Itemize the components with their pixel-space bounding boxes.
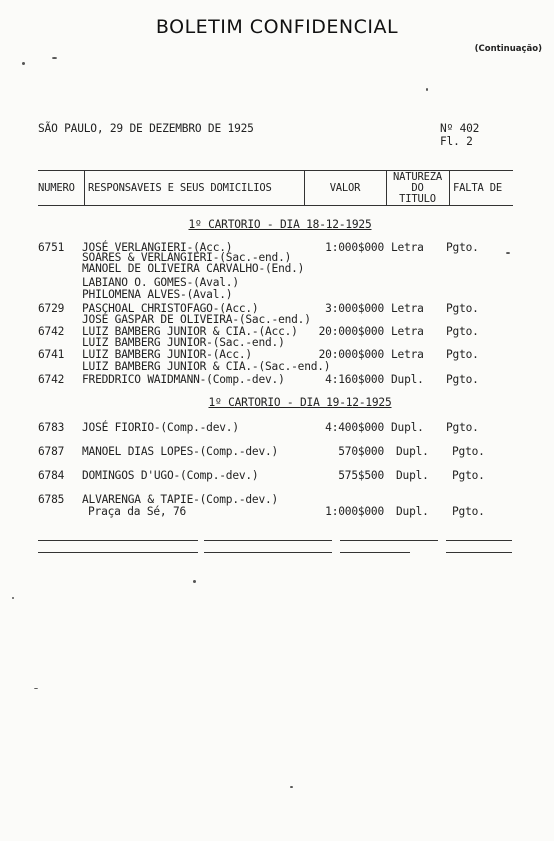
row-name: SOARES & VERLANGIERI-(Sac.-end.) [82, 251, 292, 264]
row-numero: 6751 [38, 241, 65, 254]
row-numero: 6729 [38, 302, 65, 315]
row-valor: 1:000$000 [325, 241, 384, 254]
document-title: BOLETIM CONFIDENCIAL [155, 16, 399, 38]
row-falta: Pgto. [446, 348, 479, 361]
col-natureza-1: NATUREZA [393, 171, 442, 183]
scan-speck [506, 252, 510, 254]
row-natureza: Letra [391, 241, 424, 254]
row-falta: Pgto. [452, 505, 485, 518]
row-name: JOSÉ FIORIO-(Comp.-dev.) [82, 421, 239, 434]
row-valor: 3:000$000 [325, 302, 384, 315]
row-falta: Pgto. [446, 373, 479, 386]
closing-rule [38, 552, 198, 553]
col-natureza-3: TITULO [399, 193, 436, 205]
closing-rule [204, 552, 332, 553]
closing-rule [340, 540, 438, 541]
row-name: LUIZ BAMBERG JUNIOR-(Acc.) [82, 348, 252, 361]
row-numero: 6784 [38, 469, 65, 482]
row-valor: 20:000$000 [318, 348, 384, 361]
col-responsaveis: RESPONSAVEIS E SEUS DOMICILIOS [88, 182, 272, 194]
section-heading: 1º CARTORIO - DIA 19-12-1925 [208, 396, 392, 409]
row-natureza: Letra [391, 348, 424, 361]
row-valor: 4:400$000 [325, 421, 384, 434]
closing-rule [340, 552, 410, 553]
row-valor: 575$500 [338, 469, 384, 482]
row-falta: Pgto. [452, 469, 485, 482]
row-name: LUIZ BAMBERG JUNIOR & CIA.-(Sac.-end.) [82, 360, 331, 373]
row-falta: Pgto. [452, 445, 485, 458]
row-name: MANOEL DE OLIVEIRA CARVALHO-(End.) [82, 262, 305, 275]
row-numero: 6742 [38, 325, 65, 338]
closing-rule [204, 540, 332, 541]
col-numero: NUMERO [38, 182, 75, 194]
column-divider [84, 170, 85, 206]
row-name: ALVARENGA & TAPIE-(Comp.-dev.) [82, 493, 279, 506]
row-natureza: Dupl. [396, 505, 429, 518]
scan-speck [12, 597, 14, 599]
row-name: LUIZ BAMBERG JUNIOR & CIA.-(Acc.) [82, 325, 298, 338]
row-address: Praça da Sé, 76 [88, 505, 187, 518]
col-natureza-2: DO [411, 182, 424, 194]
closing-rule [446, 552, 512, 553]
row-natureza: Dupl. [396, 445, 429, 458]
section-heading: 1º CARTORIO - DIA 18-12-1925 [188, 218, 372, 231]
scan-speck [426, 88, 428, 91]
row-valor: 4:160$000 [325, 373, 384, 386]
col-falta: FALTA DE [453, 182, 502, 194]
row-falta: Pgto. [446, 302, 479, 315]
row-falta: Pgto. [446, 241, 479, 254]
row-name: PHILOMENA ALVES-(Aval.) [82, 288, 233, 301]
row-numero: 6785 [38, 493, 65, 506]
row-name: DOMINGOS D'UGO-(Comp.-dev.) [82, 469, 259, 482]
row-name: JOSÉ VERLANGIERI-(Acc.) [82, 241, 233, 254]
column-divider [449, 170, 450, 206]
row-name: LABIANO O. GOMES-(Aval.) [82, 276, 239, 289]
row-natureza: Letra [391, 302, 424, 315]
row-name: LUIZ BAMBERG JUNIOR-(Sac.-end.) [82, 336, 285, 349]
scan-speck [22, 62, 25, 65]
scan-speck [34, 688, 38, 689]
scan-speck [52, 57, 57, 59]
row-numero: 6741 [38, 348, 65, 361]
closing-rule [446, 540, 512, 541]
col-valor: VALOR [329, 182, 361, 194]
row-natureza: Dupl. [391, 421, 424, 434]
scan-speck [290, 786, 293, 788]
row-numero: 6783 [38, 421, 65, 434]
row-name: PASCHOAL CHRISTOFAGO-(Acc.) [82, 302, 259, 315]
place-date: SÃO PAULO, 29 DE DEZEMBRO DE 1925 [38, 122, 254, 135]
row-natureza: Letra [391, 325, 424, 338]
row-name: JOSÉ GASPAR DE OLIVEIRA-(Sac.-end.) [82, 313, 311, 326]
row-natureza: Dupl. [396, 469, 429, 482]
bulletin-number: Nº 402 [440, 122, 480, 135]
row-numero: 6742 [38, 373, 65, 386]
closing-rule [38, 540, 198, 541]
row-natureza: Dupl. [391, 373, 424, 386]
row-name: FREDDRICO WAIDMANN-(Comp.-dev.) [82, 373, 285, 386]
header-bottom-rule [38, 205, 513, 206]
row-falta: Pgto. [446, 325, 479, 338]
scan-speck [193, 580, 196, 583]
continuation-note: (Continuação) [474, 44, 542, 54]
row-name: MANOEL DIAS LOPES-(Comp.-dev.) [82, 445, 279, 458]
row-falta: Pgto. [446, 421, 479, 434]
sheet-number: Fl. 2 [440, 135, 473, 148]
row-valor: 1:000$000 [325, 505, 384, 518]
row-valor: 570$000 [338, 445, 384, 458]
row-numero: 6787 [38, 445, 65, 458]
row-valor: 20:000$000 [318, 325, 384, 338]
